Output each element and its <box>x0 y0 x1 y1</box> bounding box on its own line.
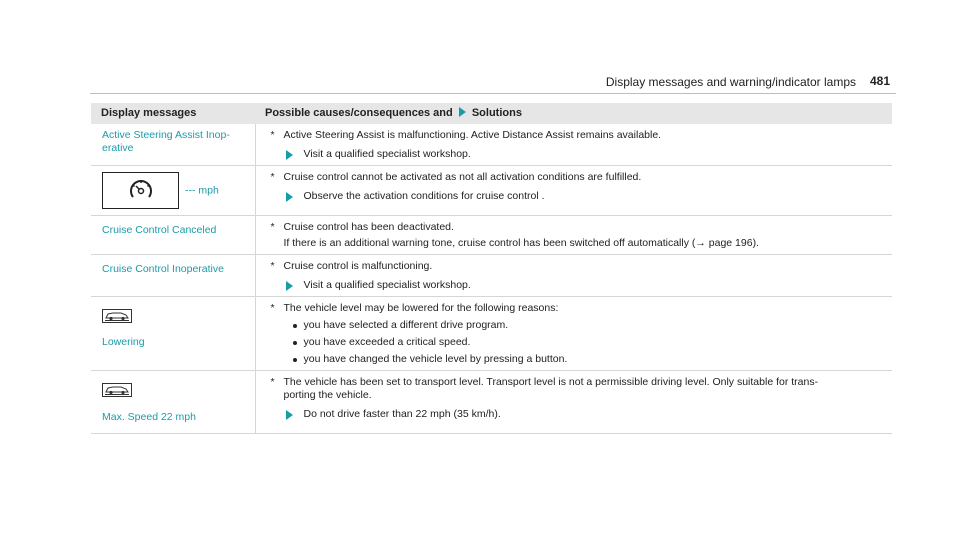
table-row <box>91 371 892 434</box>
solution-step <box>271 148 883 161</box>
section-title: Display messages and warning/indicator lamps <box>605 75 856 89</box>
display-message: --- mph <box>185 184 219 197</box>
cause-label: Cruise control cannot be activated as not all activation conditions are fulfilled. <box>283 171 642 183</box>
cause-text: * Cruise control has been deactivated. <box>270 221 454 233</box>
cause-label: The vehicle has been set to transport level. Transport level is not a permissible driving level. Only suitable for trans- porting the vehicle. <box>283 376 819 401</box>
causes-cell <box>255 255 892 297</box>
cause-text: * Cruise control cannot be activated as not all activation conditions are fulfilled. <box>270 171 642 183</box>
causes-cell <box>255 371 892 434</box>
display-message: Lowering <box>102 336 145 348</box>
table-header-row <box>91 103 892 124</box>
cause-text: * Active Steering Assist is malfunctioning. Active Distance Assist remains available. <box>270 129 662 141</box>
display-message-cell <box>91 371 255 434</box>
cause-label: Active Steering Assist is malfunctioning. Active Distance Assist remains available. <box>283 129 662 141</box>
note-text: If there is an additional warning tone, cruise control has been switched off automatically (→ page 196). <box>283 237 759 249</box>
column-header-messages: Display messages <box>91 103 255 124</box>
table-row <box>91 166 892 216</box>
display-message-cell <box>91 297 255 371</box>
column-header-solutions-label: Solutions <box>471 107 522 119</box>
bullet-icon <box>293 358 297 362</box>
cause-text: * The vehicle level may be lowered for the following reasons: <box>270 302 559 314</box>
solution-step <box>271 408 883 421</box>
display-messages-table <box>91 103 892 434</box>
solution-arrow-icon <box>286 192 293 202</box>
speedometer-icon <box>102 172 179 209</box>
column-header-causes-label: Possible causes/consequences and <box>265 107 453 119</box>
column-header-causes <box>255 103 892 124</box>
table-row <box>91 124 892 166</box>
solution-label: Observe the activation conditions for cruise control . <box>303 190 545 202</box>
solution-step <box>271 279 883 292</box>
list-item-label: you have exceeded a critical speed. <box>303 336 471 348</box>
cause-label: The vehicle level may be lowered for the following reasons: <box>283 302 559 314</box>
cause-text: * Cruise control is malfunctioning. <box>270 260 433 272</box>
causes-cell <box>255 166 892 216</box>
page-number: 481 <box>869 74 890 88</box>
list-item-label: you have changed the vehicle level by pressing a button. <box>303 353 568 365</box>
bullet-icon <box>293 341 297 345</box>
table-row <box>91 297 892 371</box>
cause-text: * The vehicle has been set to transport level. Transport level is not a permissible driving level. Only suitable for trans- porting the vehicle. <box>270 376 819 401</box>
causes-cell <box>255 297 892 371</box>
solution-arrow-icon <box>459 107 466 117</box>
display-message: Active Steering Assist Inop- erative <box>91 124 255 166</box>
list-item <box>271 336 883 349</box>
solution-arrow-icon <box>286 150 293 160</box>
causes-cell <box>255 216 892 255</box>
solution-arrow-icon <box>286 410 293 420</box>
display-message: Cruise Control Inoperative <box>91 255 255 297</box>
solution-label: Do not drive faster than 22 mph (35 km/h). <box>303 408 501 420</box>
table-row <box>91 255 892 297</box>
causes-cell <box>255 124 892 166</box>
display-message-cell <box>91 166 255 216</box>
list-item-label: you have selected a different drive program. <box>303 319 509 331</box>
list-item <box>271 353 883 366</box>
display-message: Cruise Control Canceled <box>91 216 255 255</box>
header-rule <box>90 93 896 94</box>
bullet-icon <box>293 324 297 328</box>
solution-step <box>271 190 883 203</box>
display-message: Max. Speed 22 mph <box>102 411 196 423</box>
solution-label: Visit a qualified specialist workshop. <box>303 279 471 291</box>
vehicle-level-icon <box>102 383 132 397</box>
solution-label: Visit a qualified specialist workshop. <box>303 148 471 160</box>
cause-label: Cruise control is malfunctioning. <box>283 260 433 272</box>
table-row <box>91 216 892 255</box>
cause-label: Cruise control has been deactivated. <box>283 221 454 233</box>
list-item <box>271 319 883 332</box>
vehicle-level-icon <box>102 309 132 323</box>
solution-arrow-icon <box>286 281 293 291</box>
